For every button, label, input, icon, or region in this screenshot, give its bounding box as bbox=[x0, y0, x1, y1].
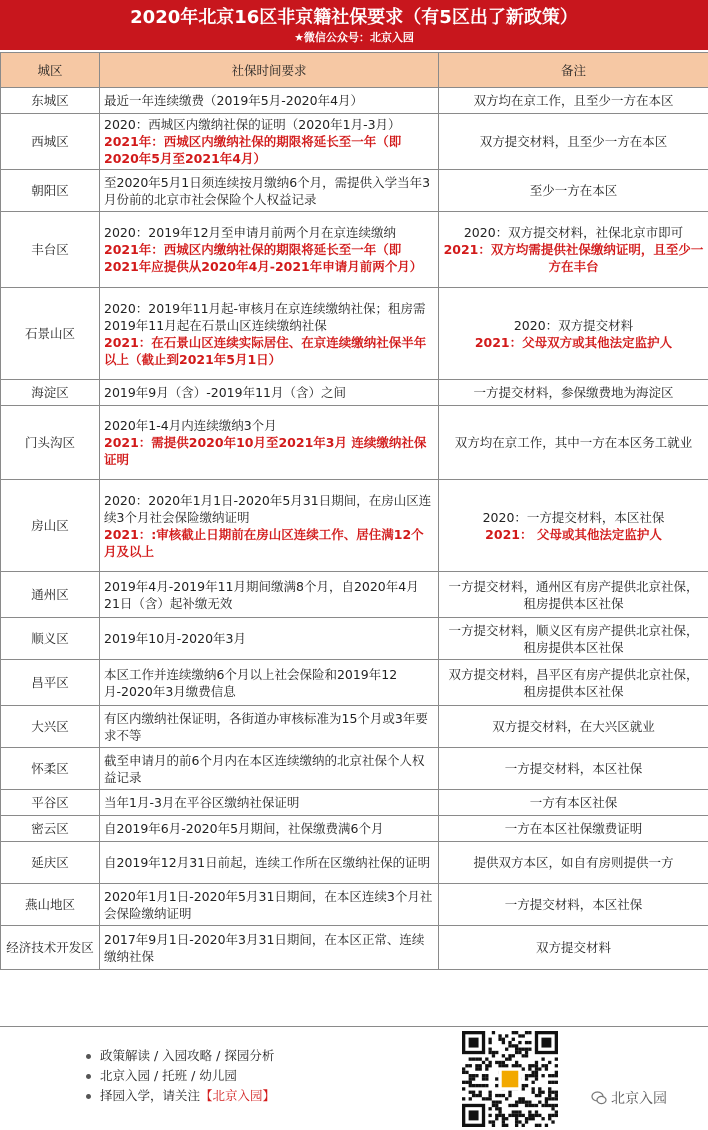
table-row bbox=[1, 618, 708, 660]
note-text: 2020：一方提交材料，本区社保 bbox=[443, 509, 704, 526]
requirement-text: 2020：2019年12月至申请月前两个月在京连续缴纳 bbox=[104, 224, 434, 241]
note-text: 双方提交材料，昌平区有房产提供北京社保，租房提供本区社保 bbox=[443, 666, 704, 700]
wechat-label: 北京入园 bbox=[611, 1088, 667, 1108]
requirement-2021-text: 2021：:审核截止日期前在房山区连续工作、居住满12个月及以上 bbox=[104, 526, 434, 560]
cell-requirement bbox=[100, 88, 439, 114]
requirement-text: 2020：2020年1月1日-2020年5月31日期间，在房山区连续3个月社会保险缴纳证明 bbox=[104, 492, 434, 526]
note-text: 一方提交材料，本区社保 bbox=[443, 760, 704, 777]
note-text: 一方有本区社保 bbox=[443, 794, 704, 811]
note-text: 双方提交材料，且至少一方在本区 bbox=[443, 133, 704, 150]
note-text: 一方提交材料，通州区有房产提供北京社保，租房提供本区社保 bbox=[443, 578, 704, 612]
cell-district: 昌平区 bbox=[1, 660, 100, 706]
table-row bbox=[1, 406, 708, 480]
cell-requirement bbox=[100, 170, 439, 212]
cell-requirement bbox=[100, 288, 439, 380]
note-text: 双方均在京工作，其中一方在本区务工就业 bbox=[443, 434, 704, 451]
cell-district: 石景山区 bbox=[1, 288, 100, 380]
cell-note bbox=[439, 406, 708, 480]
cell-note bbox=[439, 380, 708, 406]
note-text: 一方提交材料，参保缴费地为海淀区 bbox=[443, 384, 704, 401]
note-text: 提供双方本区，如自有房则提供一方 bbox=[443, 854, 704, 871]
footer bbox=[0, 1026, 708, 1130]
cell-requirement bbox=[100, 884, 439, 926]
note-text: 一方提交材料，顺义区有房产提供北京社保，租房提供本区社保 bbox=[443, 622, 704, 656]
footer-link-item[interactable] bbox=[86, 1086, 275, 1106]
requirement-text: 2019年9月（含）-2019年11月（含）之间 bbox=[104, 384, 434, 401]
table-row bbox=[1, 480, 708, 572]
requirement-2021-text: 2021年：西城区内缴纳社保的期限将延长至一年（即2020年5月至2021年4月） bbox=[104, 133, 434, 167]
bullet-icon bbox=[86, 1054, 91, 1059]
requirement-text: 最近一年连续缴费（2019年5月-2020年4月） bbox=[104, 92, 434, 109]
requirement-2021-text: 2021：需提供2020年10月至2021年3月 连续缴纳社保证明 bbox=[104, 434, 434, 468]
requirement-text: 有区内缴纳社保证明，各街道办审核标准为15个月或3年要求不等 bbox=[104, 710, 434, 744]
cell-note bbox=[439, 660, 708, 706]
cell-requirement bbox=[100, 842, 439, 884]
cell-note bbox=[439, 706, 708, 748]
table-row bbox=[1, 706, 708, 748]
cell-note bbox=[439, 480, 708, 572]
cell-note bbox=[439, 288, 708, 380]
cell-district: 丰台区 bbox=[1, 212, 100, 288]
cell-district: 平谷区 bbox=[1, 790, 100, 816]
table-row bbox=[1, 170, 708, 212]
cell-note bbox=[439, 170, 708, 212]
cell-note bbox=[439, 618, 708, 660]
page-title: 2020年北京16区非京籍社保要求（有5区出了新政策） bbox=[0, 0, 708, 27]
cell-district: 延庆区 bbox=[1, 842, 100, 884]
cell-note bbox=[439, 842, 708, 884]
cell-note bbox=[439, 926, 708, 970]
requirement-text: 至2020年5月1日须连续按月缴纳6个月，需提供入学当年3月份前的北京市社会保险个人权益记录 bbox=[104, 174, 434, 208]
wechat-account bbox=[591, 1088, 667, 1108]
table-row bbox=[1, 748, 708, 790]
requirement-text: 2019年10月-2020年3月 bbox=[104, 630, 434, 647]
column-header-requirement: 社保时间要求 bbox=[100, 53, 439, 88]
note-text: 双方提交材料 bbox=[443, 939, 704, 956]
cell-district: 顺义区 bbox=[1, 618, 100, 660]
page-subtitle: ★微信公众号：北京入园 bbox=[0, 32, 708, 44]
requirement-text: 本区工作并连续缴纳6个月以上社会保险和2019年12月-2020年3月缴费信息 bbox=[104, 666, 434, 700]
cell-requirement bbox=[100, 406, 439, 480]
policy-table bbox=[0, 52, 708, 970]
column-header-district: 城区 bbox=[1, 53, 100, 88]
cell-note bbox=[439, 790, 708, 816]
table-header-row bbox=[1, 53, 708, 88]
footer-link-item[interactable] bbox=[86, 1066, 275, 1086]
cell-requirement bbox=[100, 748, 439, 790]
cell-district: 房山区 bbox=[1, 480, 100, 572]
note-text: 双方均在京工作，且至少一方在本区 bbox=[443, 92, 704, 109]
requirement-text: 截至申请月的前6个月内在本区连续缴纳的北京社保个人权益记录 bbox=[104, 752, 434, 786]
cell-district: 门头沟区 bbox=[1, 406, 100, 480]
cell-note bbox=[439, 88, 708, 114]
note-2021-text: 2021：双方均需提供社保缴纳证明，且至少一方在丰台 bbox=[443, 241, 704, 275]
requirement-text: 2020：西城区内缴纳社保的证明（2020年1月-3月） bbox=[104, 116, 434, 133]
cell-district: 大兴区 bbox=[1, 706, 100, 748]
note-text: 2020：双方提交材料 bbox=[443, 317, 704, 334]
table-row bbox=[1, 790, 708, 816]
note-text: 一方提交材料，本区社保 bbox=[443, 896, 704, 913]
requirement-text: 2020：2019年11月起-审核月在京连续缴纳社保；租房需2019年11月起在石景山区连续缴纳社保 bbox=[104, 300, 434, 334]
cell-requirement bbox=[100, 480, 439, 572]
table-row bbox=[1, 660, 708, 706]
footer-links bbox=[86, 1046, 275, 1106]
footer-link-text: 北京入园 / 托班 / 幼儿园 bbox=[100, 1066, 237, 1086]
cell-district: 通州区 bbox=[1, 572, 100, 618]
requirement-2021-text: 2021：在石景山区连续实际居住、在京连续缴纳社保半年以上（截止到2021年5月1日） bbox=[104, 334, 434, 368]
cell-note bbox=[439, 572, 708, 618]
requirement-2021-text: 2021年：西城区内缴纳社保的期限将延长至一年（即2021年应提供从2020年4月-2021年申请月前两个月） bbox=[104, 241, 434, 275]
cell-requirement bbox=[100, 816, 439, 842]
requirement-text: 自2019年12月31日前起，连续工作所在区缴纳社保的证明 bbox=[104, 854, 434, 871]
cell-district: 朝阳区 bbox=[1, 170, 100, 212]
cell-requirement bbox=[100, 212, 439, 288]
table-row bbox=[1, 884, 708, 926]
cell-note bbox=[439, 212, 708, 288]
wechat-icon bbox=[591, 1090, 607, 1106]
cell-requirement bbox=[100, 572, 439, 618]
cell-district: 西城区 bbox=[1, 114, 100, 170]
qr-code-icon[interactable] bbox=[462, 1031, 558, 1127]
requirement-text: 2020年1月1日-2020年5月31日期间，在本区连续3个月社会保险缴纳证明 bbox=[104, 888, 434, 922]
cell-note bbox=[439, 816, 708, 842]
note-text: 一方在本区社保缴费证明 bbox=[443, 820, 704, 837]
footer-link-text: 政策解读 / 入园攻略 / 探园分析 bbox=[100, 1046, 274, 1066]
table-row bbox=[1, 288, 708, 380]
cell-district: 东城区 bbox=[1, 88, 100, 114]
table-row bbox=[1, 212, 708, 288]
table-row bbox=[1, 380, 708, 406]
requirement-text: 2020年1-4月内连续缴纳3个月 bbox=[104, 417, 434, 434]
table-row bbox=[1, 114, 708, 170]
cell-note bbox=[439, 114, 708, 170]
cell-requirement bbox=[100, 618, 439, 660]
cell-district: 经济技术开发区 bbox=[1, 926, 100, 970]
requirement-text: 2019年4月-2019年11月期间缴满8个月，自2020年4月21日（含）起补缴无效 bbox=[104, 578, 434, 612]
note-2021-text: 2021： 父母或其他法定监护人 bbox=[443, 526, 704, 543]
requirement-text: 自2019年6月-2020年5月期间，社保缴费满6个月 bbox=[104, 820, 434, 837]
cell-note bbox=[439, 748, 708, 790]
footer-highlight: 【北京入园】 bbox=[200, 1086, 275, 1106]
table-row bbox=[1, 88, 708, 114]
cell-district: 怀柔区 bbox=[1, 748, 100, 790]
note-2021-text: 2021：父母双方或其他法定监护人 bbox=[443, 334, 704, 351]
cell-district: 燕山地区 bbox=[1, 884, 100, 926]
cell-requirement bbox=[100, 706, 439, 748]
cell-requirement bbox=[100, 380, 439, 406]
note-text: 2020：双方提交材料，社保北京市即可 bbox=[443, 224, 704, 241]
cell-district: 海淀区 bbox=[1, 380, 100, 406]
cell-note bbox=[439, 884, 708, 926]
requirement-text: 当年1月-3月在平谷区缴纳社保证明 bbox=[104, 794, 434, 811]
table-row bbox=[1, 926, 708, 970]
note-text: 双方提交材料，在大兴区就业 bbox=[443, 718, 704, 735]
note-text: 至少一方在本区 bbox=[443, 182, 704, 199]
cell-requirement bbox=[100, 790, 439, 816]
bullet-icon bbox=[86, 1074, 91, 1079]
footer-link-item[interactable] bbox=[86, 1046, 275, 1066]
cell-requirement bbox=[100, 114, 439, 170]
bullet-icon bbox=[86, 1094, 91, 1099]
page-header bbox=[0, 0, 708, 50]
table-row bbox=[1, 842, 708, 884]
requirement-text: 2017年9月1日-2020年3月31日期间，在本区正常、连续缴纳社保 bbox=[104, 931, 434, 965]
cell-requirement bbox=[100, 926, 439, 970]
table-row bbox=[1, 816, 708, 842]
cell-requirement bbox=[100, 660, 439, 706]
table-row bbox=[1, 572, 708, 618]
cell-district: 密云区 bbox=[1, 816, 100, 842]
column-header-note: 备注 bbox=[439, 53, 708, 88]
footer-link-text: 择园入学，请关注 bbox=[100, 1086, 200, 1106]
